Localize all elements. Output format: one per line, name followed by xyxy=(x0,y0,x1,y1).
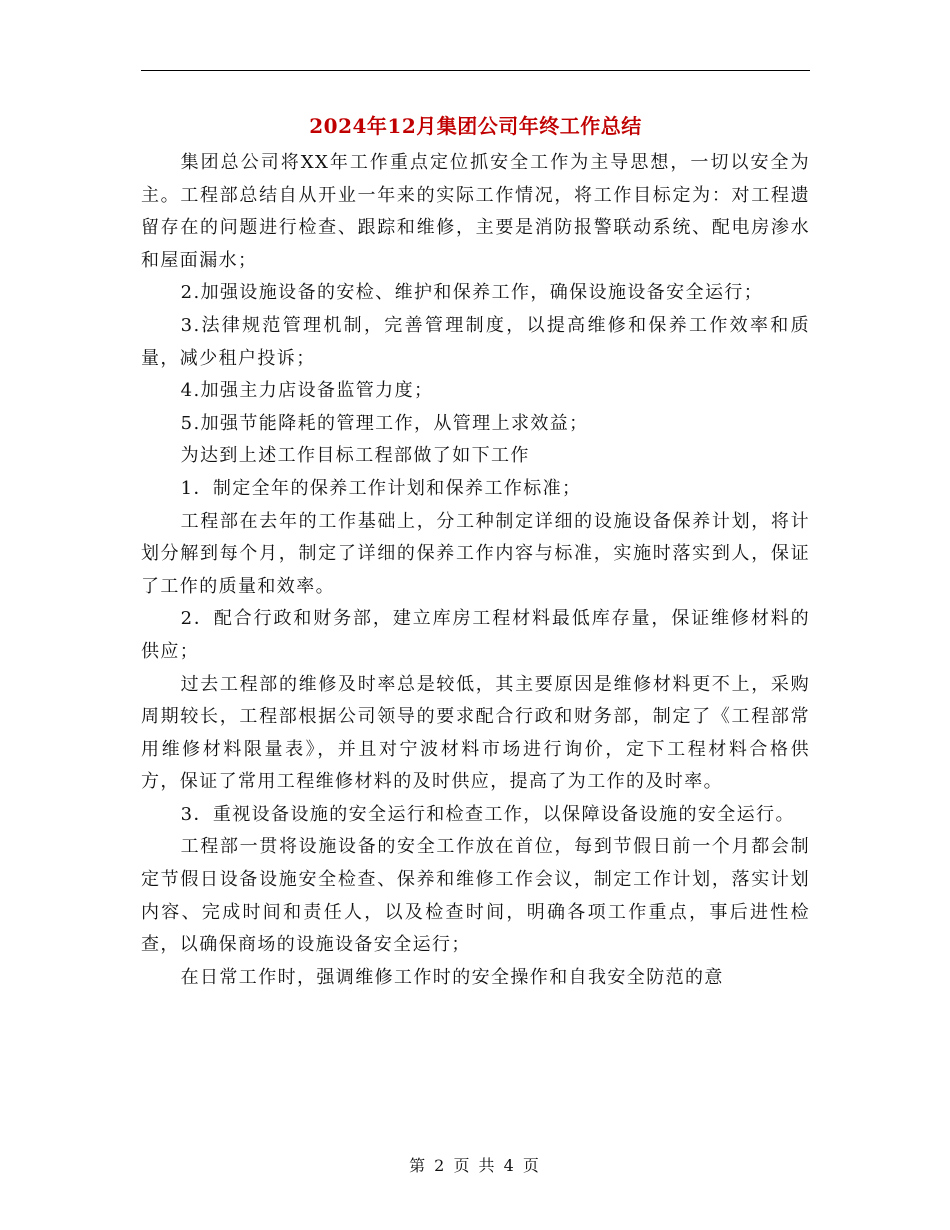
paragraph: 工程部在去年的工作基础上，分工种制定详细的设施设备保养计划，将计划分解到每个月，制定了详细的保养工作内容与标准，实施时落实到人，保证了工作的质量和效率。 xyxy=(141,510,810,597)
paragraph: 1．制定全年的保养工作计划和保养工作标准； xyxy=(180,477,582,499)
paragraph: 在日常工作时，强调维修工作时的安全操作和自我安全防范的意 xyxy=(180,966,724,988)
paragraph: 集团总公司将XX年工作重点定位抓安全工作为主导思想，一切以安全为主。工程部总结自从开业一年来的实际工作情况，将工作目标定为：对工程遗留存在的问题进行检查、跟踪和维修，主要是消防报警联动系统、配电房渗水和屋面漏水； xyxy=(141,152,810,271)
document-body xyxy=(141,147,810,994)
paragraph: 4.加强主力店设备监管力度； xyxy=(180,380,434,402)
page-number: 第 2 页 共 4 页 xyxy=(409,1156,541,1175)
document-title: 2024年12月集团公司年终工作总结 xyxy=(309,114,642,138)
paragraph: 3.法律规范管理机制，完善管理制度，以提高维修和保养工作效率和质量，减少租户投诉； xyxy=(141,314,810,369)
paragraph: 2．配合行政和财务部，建立库房工程材料最低库存量，保证维修材料的供应； xyxy=(141,608,810,662)
paragraph: 5.加强节能降耗的管理工作，从管理上求效益； xyxy=(180,412,589,434)
paragraph: 3．重视设备设施的安全运行和检查工作，以保障设备设施的安全运行。 xyxy=(180,803,795,825)
header-rule xyxy=(141,70,810,71)
paragraph: 过去工程部的维修及时率总是较低，其主要原因是维修材料更不上，采购周期较长，工程部根据公司领导的要求配合行政和财务部，制定了《工程部常用维修材料限量表》，并且对宁波材料市场进行询价，定下工程材料合格供方，保证了常用工程维修材料的及时供应，提高了为工作的及时率。 xyxy=(141,673,810,793)
paragraph: 为达到上述工作目标工程部做了如下工作 xyxy=(180,445,530,467)
paragraph: 2.加强设施设备的安检、维护和保养工作，确保设施设备安全运行； xyxy=(180,282,764,304)
paragraph: 工程部一贯将设施设备的安全工作放在首位，每到节假日前一个月都会制定节假日设备设施安全检查、保养和维修工作会议，制定工作计划，落实计划内容、完成时间和责任人，以及检查时间，明确各项工作重点，事后进性检查，以确保商场的设施设备安全运行； xyxy=(141,836,810,956)
